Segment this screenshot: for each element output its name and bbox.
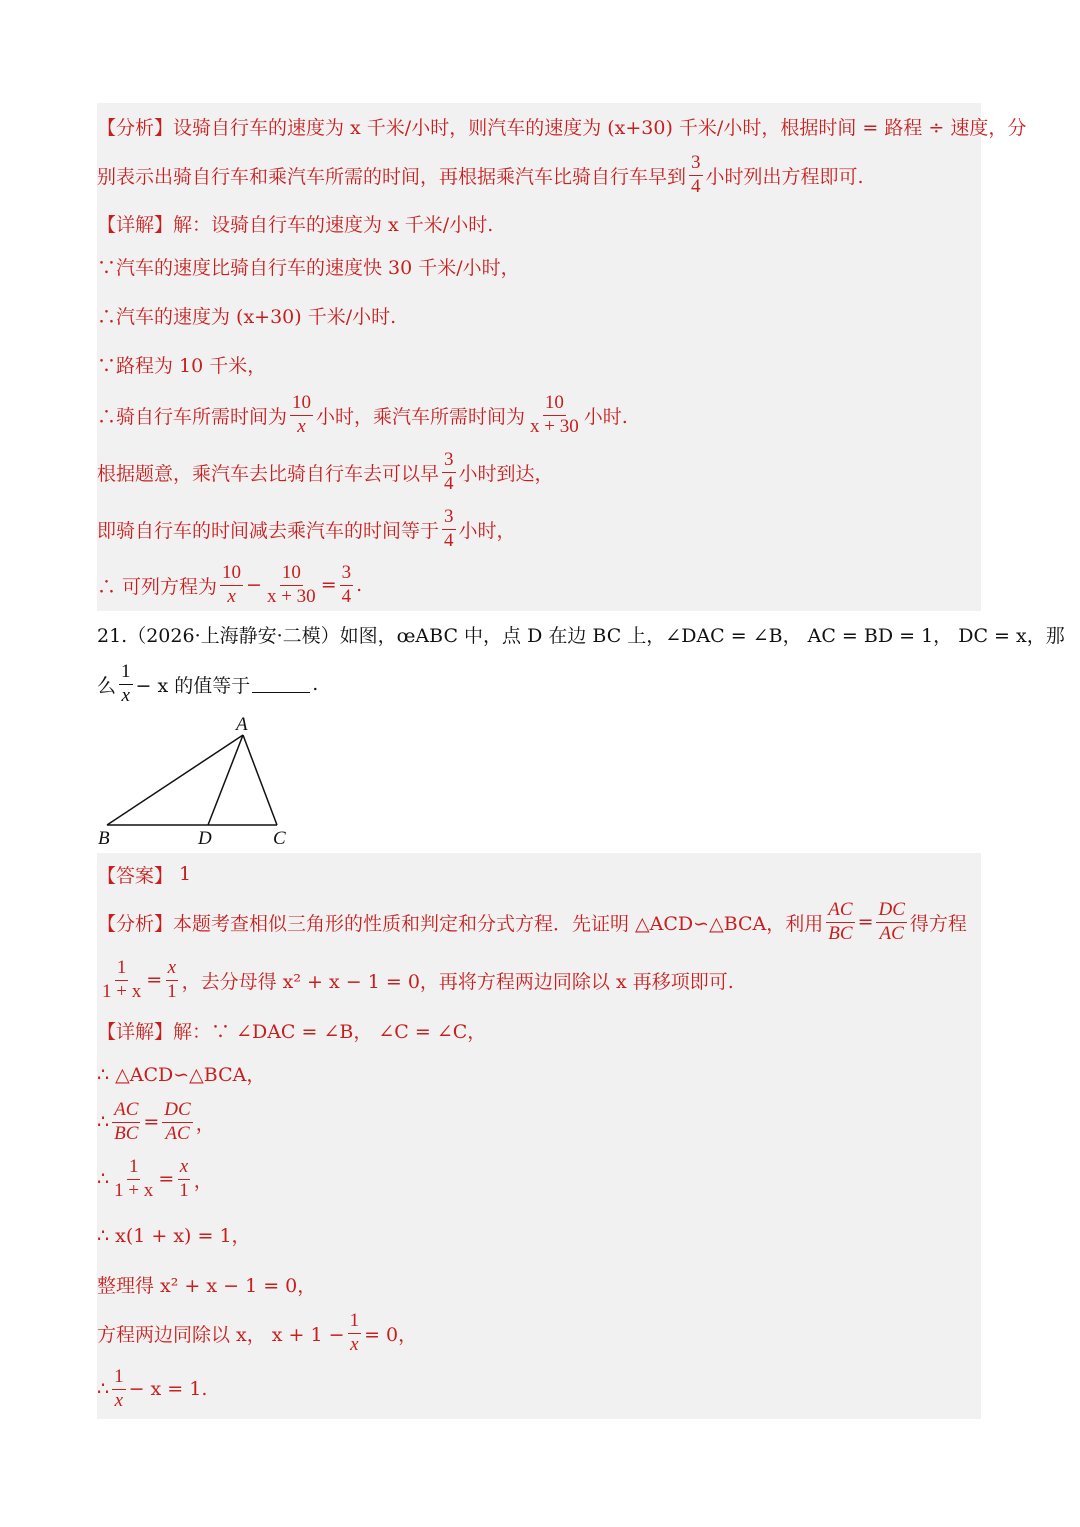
- detail2-line-4: ∴ $\frac{1}{1 + x}$ = $\frac{x}{1}$ ，: [97, 1155, 213, 1201]
- fraction-DC-AC-b: $\frac{DC}{AC}$: [164, 1098, 191, 1144]
- question-line-1: 21.（2026·上海静安·二模）如图，œABC 中，点 D 在边 BC 上，∠DAC = ∠B， AC = BD = 1， DC = x，那: [97, 624, 1065, 647]
- question-fraction-1-x: $\frac{1}{x}$: [121, 660, 131, 706]
- detail-text-5a: ∴骑自行车所需时间为: [97, 405, 288, 428]
- fraction-AC-BC-b: $\frac{AC}{BC}$: [114, 1098, 139, 1144]
- answer-line: [97, 859, 981, 889]
- fraction-3-4: $\frac{3}{4}$: [691, 151, 701, 197]
- analysis-text-2b: 小时列出方程即可.: [705, 165, 864, 188]
- label-C: C: [273, 828, 286, 849]
- detail2-text-7a: 方程两边同除以 x， x + 1 −: [97, 1323, 345, 1346]
- analysis2-text-1b: 得方程: [909, 912, 967, 935]
- fraction-3-4-c: $\frac{3}{4}$: [444, 505, 454, 551]
- fraction-1-1x-b: $\frac{1}{1 + x}$: [114, 1155, 154, 1201]
- fraction-1-x-c: $\frac{1}{x}$: [114, 1365, 124, 1411]
- fraction-10-x30: $\frac{10}{x + 30}$: [530, 391, 579, 437]
- segment-AB: [107, 735, 243, 825]
- detail2-text-8b: − x = 1.: [128, 1378, 208, 1400]
- detail2-line-5: ∴ x(1 + x) = 1，: [97, 1224, 251, 1247]
- detail-text-5c: 小时.: [583, 405, 628, 428]
- analysis-line-1: [97, 111, 1027, 141]
- detail2-line-6: 整理得 x² + x − 1 = 0，: [97, 1274, 317, 1297]
- analysis2-text-2: ，去分母得 x² + x − 1 = 0，再将方程两边同除以 x 再移项即可.: [181, 970, 734, 993]
- detail2-text-7b: = 0，: [364, 1323, 418, 1346]
- label-D: D: [198, 828, 212, 849]
- detail2-line-8: [97, 1365, 981, 1413]
- detail-line-1: [97, 208, 981, 238]
- question-end: .: [312, 673, 319, 695]
- detail-line-7: [97, 505, 981, 553]
- analysis2-line-1: 【分析】 本题考查相似三角形的性质和判定和分式方程．先证明 △ACD∽△BCA，利用 $\frac{AC}{BC}$ = $\frac{DC}{AC}$ 得方程: [97, 898, 967, 944]
- equation-line: [97, 561, 981, 609]
- fraction-3-4-b: $\frac{3}{4}$: [444, 448, 454, 494]
- analysis2-tag: 【分析】: [97, 912, 174, 935]
- detail-text-5b: 小时，乘汽车所需时间为: [316, 405, 526, 428]
- question-text-2b: − x 的值等于: [135, 674, 251, 697]
- fraction-1-x-b: $\frac{1}{x}$: [349, 1309, 360, 1355]
- analysis-text-1: 设骑自行车的速度为 x 千米/小时，则汽车的速度为 (x+30) 千米/小时，根据时间 = 路程 ÷ 速度，分: [173, 116, 1027, 139]
- question-line-2: [97, 659, 987, 709]
- fraction-x-1-b: $\frac{x}{1}$: [179, 1155, 189, 1201]
- eq-end: .: [356, 574, 363, 596]
- detail2-text-1: 解：∵ ∠DAC = ∠B， ∠C = ∠C，: [173, 1020, 487, 1043]
- eq-fraction-3-4: $\frac{3}{4}$: [341, 561, 352, 607]
- eq-fraction-10-x: $\frac{10}{x}$: [222, 561, 242, 607]
- detail-text-1: 解：设骑自行车的速度为 x 千米/小时.: [173, 213, 494, 236]
- detail-text-6a: 根据题意，乘汽车去比骑自行车去可以早: [97, 462, 440, 485]
- triangle-figure: [95, 710, 305, 850]
- detail2-line-1: [97, 1015, 981, 1045]
- detail-tag: 【详解】: [97, 213, 174, 236]
- detail2-prefix-3: ∴: [97, 1111, 110, 1133]
- detail2-line-3: ∴ $\frac{AC}{BC}$ = $\frac{DC}{AC}$ ，: [97, 1098, 215, 1144]
- fraction-1-1x: $\frac{1}{1 + x}$: [102, 956, 142, 1002]
- analysis-line-2: [97, 151, 981, 199]
- detail2-prefix-8: ∴: [97, 1378, 110, 1400]
- detail-text-7a: 即骑自行车的时间减去乘汽车的时间等于: [97, 519, 440, 542]
- answer-tag: 【答案】: [97, 864, 174, 887]
- solution-block-2: [97, 853, 981, 1419]
- analysis2-line-2: $\frac{1}{1 + x}$ = $\frac{x}{1}$ ，去分母得 x² + x − 1 = 0，再将方程两边同除以 x 再移项即可.: [102, 956, 734, 1002]
- detail2-end-4: ，: [193, 1169, 213, 1192]
- answer-value: 1: [179, 863, 192, 885]
- detail2-line-2: ∴ △ACD∽△BCA，: [97, 1063, 266, 1086]
- detail-line-6: [97, 448, 981, 496]
- eq-equals: =: [320, 574, 337, 596]
- segment-AD: [208, 735, 243, 825]
- fraction-DC-AC: $\frac{DC}{AC}$: [878, 898, 905, 944]
- detail-line-5: [97, 391, 981, 439]
- equation-prefix: ∴ 可列方程为: [97, 575, 218, 598]
- label-A: A: [236, 714, 248, 735]
- eq-minus: −: [246, 574, 262, 596]
- fraction-AC-BC: $\frac{AC}{BC}$: [828, 898, 853, 944]
- analysis2-text-1a: 本题考查相似三角形的性质和判定和分式方程．先证明 △ACD∽△BCA，利用: [173, 912, 824, 935]
- solution-block-1: [97, 103, 1027, 611]
- eq-fraction-10-x30: $\frac{10}{x + 30}$: [266, 561, 316, 607]
- fraction-10-x: $\frac{10}{x}$: [292, 391, 312, 437]
- segment-AC: [243, 735, 277, 825]
- detail2-tag: 【详解】: [97, 1020, 174, 1043]
- analysis-tag: 【分析】: [97, 116, 174, 139]
- detail-line-3: ∴汽车的速度为 (x+30) 千米/小时.: [97, 305, 397, 328]
- fraction-x-1: $\frac{x}{1}$: [167, 956, 177, 1002]
- analysis-text-2a: 别表示出骑自行车和乘汽车所需的时间，再根据乘汽车比骑自行车早到: [97, 165, 687, 188]
- label-B: B: [98, 828, 110, 849]
- question-text-2a: 么: [97, 674, 117, 697]
- answer-blank[interactable]: [252, 676, 310, 693]
- detail-line-2: ∵汽车的速度比骑自行车的速度快 30 千米/小时，: [97, 256, 520, 279]
- detail2-prefix-4: ∴: [97, 1168, 110, 1190]
- detail2-end-3: ，: [195, 1112, 215, 1135]
- detail-line-4: ∵路程为 10 千米，: [97, 354, 267, 377]
- detail-text-6b: 小时到达，: [458, 462, 554, 485]
- detail-text-7b: 小时，: [458, 519, 516, 542]
- detail2-line-7: [97, 1309, 981, 1357]
